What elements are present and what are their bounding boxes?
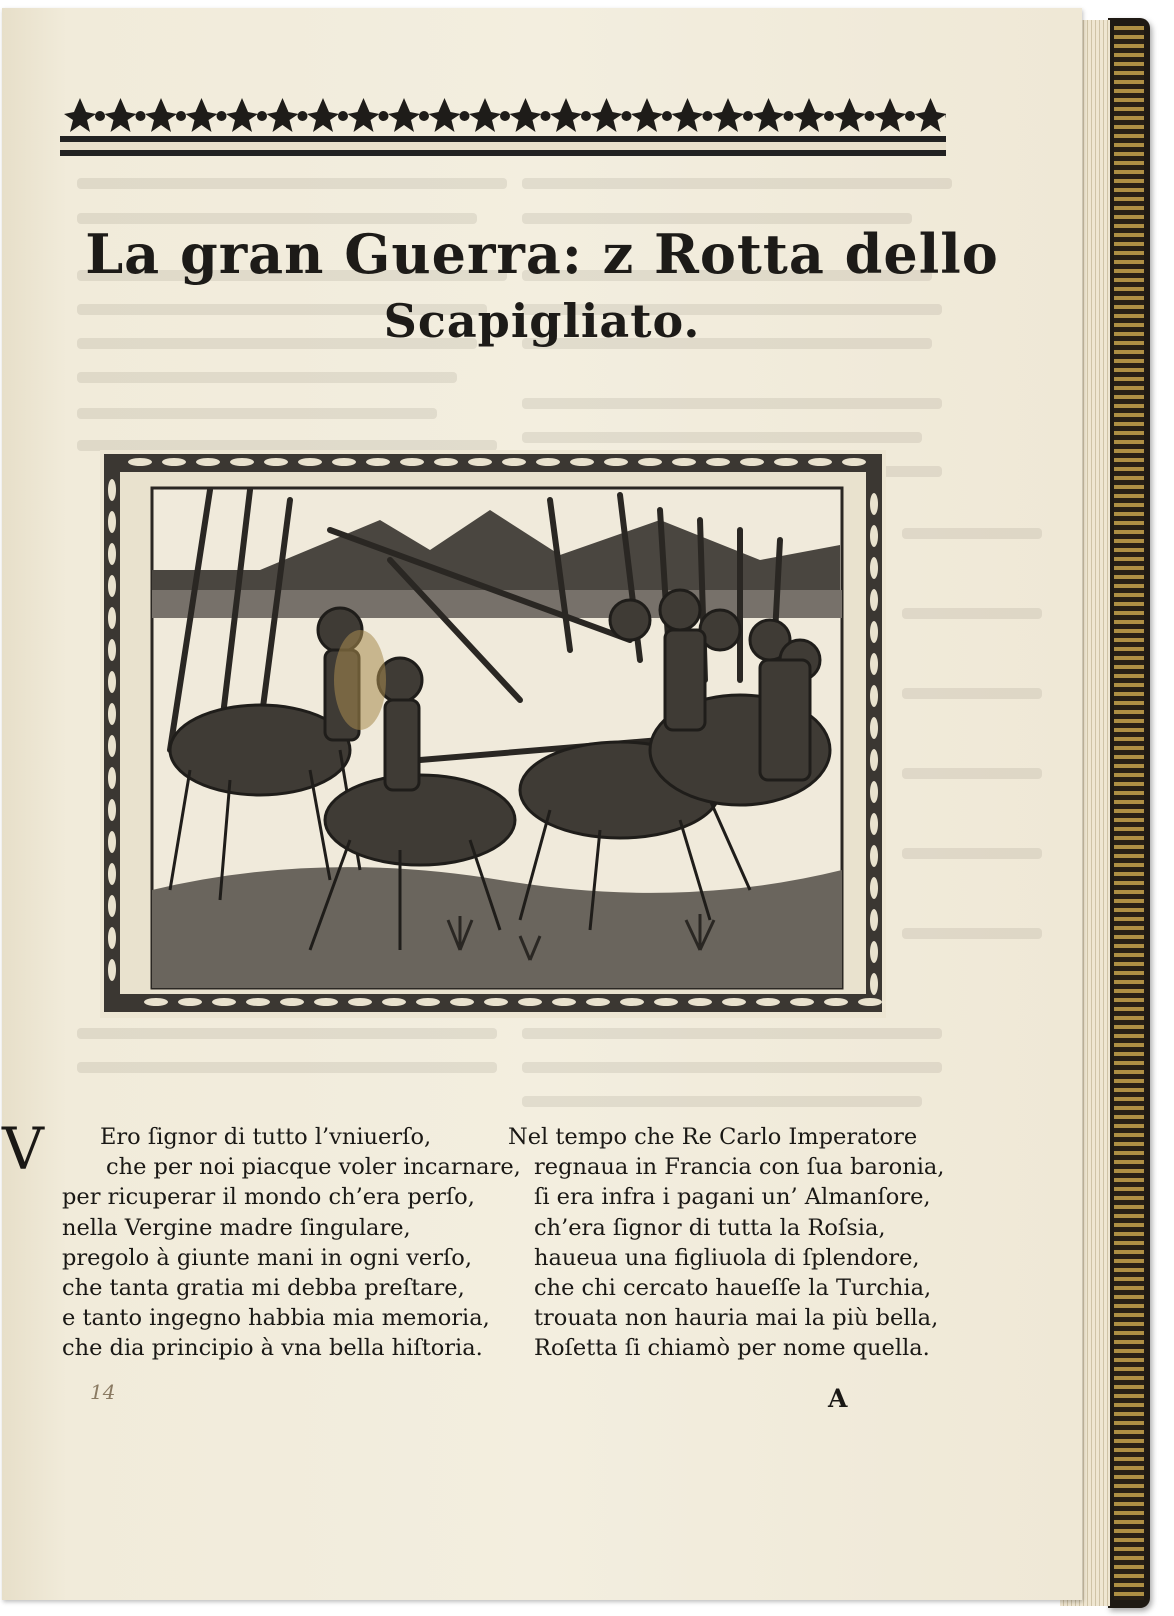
- frame-leaf: [870, 845, 878, 867]
- verse-line: che per noi piacque voler incarnare,: [106, 1154, 521, 1181]
- ornament-motif: [145, 98, 177, 132]
- verse-line: ſi era infra i pagani un’ Almanſore,: [534, 1184, 931, 1211]
- ornament-dot: [743, 111, 753, 121]
- verse-line: nella Vergine madre ſingulare,: [62, 1214, 411, 1241]
- frame-leaf: [144, 998, 168, 1006]
- header-ornament: [60, 90, 946, 168]
- show-through-line: [77, 408, 437, 419]
- verse-line: regnaua in Francia con ſua baronia,: [534, 1154, 945, 1181]
- frame-leaf: [870, 781, 878, 803]
- frame-leaf: [842, 458, 866, 466]
- ornament-dot: [298, 111, 308, 121]
- ornament-motif: [874, 98, 906, 132]
- show-through-line: [522, 398, 942, 409]
- ornament-dot: [338, 111, 348, 121]
- frame-leaf: [128, 458, 152, 466]
- frame-leaf: [870, 621, 878, 643]
- frame-leaf: [450, 998, 474, 1006]
- page: [2, 8, 1082, 1600]
- frame-leaf: [740, 458, 764, 466]
- verse-line: haueua una figliuola di ſplendore,: [534, 1244, 920, 1271]
- ornament-dot: [95, 111, 105, 121]
- drop-cap: V: [2, 1115, 44, 1183]
- verse-line: che dia principio à vna bella hiſtoria.: [62, 1335, 483, 1362]
- frame-leaf: [108, 575, 116, 597]
- ornament-dot: [622, 111, 632, 121]
- show-through-line: [522, 432, 922, 443]
- frame-leaf: [108, 639, 116, 661]
- frame-leaf: [108, 927, 116, 949]
- frame-leaf: [108, 895, 116, 917]
- frame-leaf: [518, 998, 542, 1006]
- ornament-motif: [186, 98, 218, 132]
- ornament-motif: [388, 98, 420, 132]
- frame-leaf: [366, 458, 390, 466]
- frame-leaf: [870, 973, 878, 995]
- frame-leaf: [870, 813, 878, 835]
- frame-leaf: [570, 458, 594, 466]
- ornament-motif: [510, 98, 542, 132]
- gilt-binding-edge: [1108, 18, 1150, 1608]
- frame-leaf: [536, 458, 560, 466]
- frame-leaf: [382, 998, 406, 1006]
- frame-leaf: [870, 877, 878, 899]
- ornament-dot: [662, 111, 672, 121]
- verse-line: Nel tempo che Re Carlo Imperatore: [508, 1124, 918, 1150]
- frame-leaf: [824, 998, 848, 1006]
- frame-leaf: [870, 525, 878, 547]
- frame-leaf: [108, 959, 116, 981]
- frame-leaf: [230, 458, 254, 466]
- frame-leaf: [722, 998, 746, 1006]
- show-through-line: [77, 372, 457, 383]
- ornament-dot: [419, 111, 429, 121]
- ornament-motif: [105, 98, 137, 132]
- frame-leaf: [264, 458, 288, 466]
- ornament-motif: [915, 98, 947, 132]
- frame-leaf: [586, 998, 610, 1006]
- frame-leaf: [108, 543, 116, 565]
- frame-leaf: [858, 998, 882, 1006]
- ornament-dot: [946, 111, 947, 121]
- ornament-motif: [348, 98, 380, 132]
- frame-leaf: [212, 998, 236, 1006]
- frame-leaf: [400, 458, 424, 466]
- frame-leaf: [706, 458, 730, 466]
- frame-leaf: [108, 799, 116, 821]
- show-through-line: [902, 848, 1042, 859]
- ornament-motif: [550, 98, 582, 132]
- show-through-line: [77, 1028, 497, 1039]
- ornament-motif: [307, 98, 339, 132]
- verse-line: ch’era ſignor di tutta la Roſsia,: [534, 1214, 886, 1241]
- frame-leaf: [484, 998, 508, 1006]
- frame-leaf: [870, 941, 878, 963]
- show-through-line: [522, 1062, 942, 1073]
- page-title-line-1: La gran Guerra: z Rotta dello: [85, 222, 999, 286]
- verse-line: trouata non hauria mai la più bella,: [534, 1305, 939, 1332]
- verse-line: pregolo à giunte mani in ogni verſo,: [62, 1244, 472, 1271]
- ornament-motif: [753, 98, 785, 132]
- frame-leaf: [870, 717, 878, 739]
- ornament-motif: [712, 98, 744, 132]
- show-through-line: [902, 528, 1042, 539]
- verse-line: che tanta gratia mi debba preſtare,: [62, 1275, 465, 1302]
- ornament-dot: [865, 111, 875, 121]
- verse-line: che chi cercato haueſſe la Turchia,: [534, 1275, 932, 1302]
- ornament-dot: [217, 111, 227, 121]
- frame-leaf: [332, 458, 356, 466]
- frame-leaf: [108, 511, 116, 533]
- frame-leaf: [108, 607, 116, 629]
- frame-leaf: [348, 998, 372, 1006]
- frame-leaf: [178, 998, 202, 1006]
- book: [0, 8, 1152, 1604]
- frame-leaf: [672, 458, 696, 466]
- verse-line: e tanto ingegno habbia mia memoria,: [62, 1305, 490, 1332]
- show-through-line: [902, 928, 1042, 939]
- ornament-dot: [905, 111, 915, 121]
- ornament-motif: [591, 98, 623, 132]
- stanza-left: [62, 1122, 522, 1364]
- ornament-motif: [834, 98, 866, 132]
- ornament-dot: [176, 111, 186, 121]
- verse-line: per ricuperar il mondo ch’era perſo,: [62, 1184, 475, 1211]
- show-through-line: [522, 178, 952, 189]
- frame-leaf: [434, 458, 458, 466]
- show-through-line: [77, 178, 507, 189]
- ornament-motif: [226, 98, 258, 132]
- frame-leaf: [870, 749, 878, 771]
- frame-leaf: [468, 458, 492, 466]
- frame-leaf: [108, 735, 116, 757]
- frame-leaf: [870, 653, 878, 675]
- ornament-motif: [267, 98, 299, 132]
- frame-leaf: [552, 998, 576, 1006]
- ornament-dot: [703, 111, 713, 121]
- ornament-dot: [257, 111, 267, 121]
- show-through-line: [77, 1062, 497, 1073]
- stanza-right: [508, 1122, 945, 1364]
- frame-leaf: [108, 479, 116, 501]
- ornament-motif: [672, 98, 704, 132]
- ornament-motif: [64, 98, 96, 132]
- frame-leaf: [196, 458, 220, 466]
- frame-leaf: [108, 831, 116, 853]
- woodcut-illustration: [100, 450, 886, 1018]
- ornament-motif: [469, 98, 501, 132]
- frame-leaf: [246, 998, 270, 1006]
- ornament-dot: [379, 111, 389, 121]
- ornament-motif: [631, 98, 663, 132]
- frame-leaf: [808, 458, 832, 466]
- frame-leaf: [416, 998, 440, 1006]
- ornament-dot: [136, 111, 146, 121]
- verse-line: Roſetta ſi chiamò per nome quella.: [534, 1335, 930, 1362]
- frame-leaf: [108, 671, 116, 693]
- verse-line: Ero ſignor di tutto l’vniuerſo,: [100, 1124, 432, 1150]
- show-through-line: [902, 688, 1042, 699]
- frame-leaf: [688, 998, 712, 1006]
- frame-leaf: [502, 458, 526, 466]
- frame-leaf: [870, 685, 878, 707]
- frame-leaf: [870, 909, 878, 931]
- frame-leaf: [162, 458, 186, 466]
- frame-leaf: [790, 998, 814, 1006]
- ornament-dot: [460, 111, 470, 121]
- frame-leaf: [620, 998, 644, 1006]
- frame-leaf: [108, 703, 116, 725]
- show-through-line: [522, 1096, 922, 1107]
- frame-leaf: [108, 767, 116, 789]
- show-through-line: [902, 768, 1042, 779]
- ornament-dot: [500, 111, 510, 121]
- ornament-dot: [541, 111, 551, 121]
- frame-leaf: [280, 998, 304, 1006]
- ornament-dot: [784, 111, 794, 121]
- show-through-line: [522, 1028, 942, 1039]
- frame-leaf: [654, 998, 678, 1006]
- frame-leaf: [298, 458, 322, 466]
- frame-leaf: [638, 458, 662, 466]
- frame-leaf: [108, 863, 116, 885]
- frame-leaf: [870, 589, 878, 611]
- frame-leaf: [870, 557, 878, 579]
- ornament-motif: [429, 98, 461, 132]
- page-title-line-2: Scapigliato.: [383, 294, 701, 348]
- frame-leaf: [604, 458, 628, 466]
- signature-mark: A: [828, 1384, 848, 1413]
- ornament-motif: [793, 98, 825, 132]
- frame-leaf: [314, 998, 338, 1006]
- manuscript-folio-note: 14: [90, 1380, 116, 1404]
- show-through-line: [902, 608, 1042, 619]
- frame-leaf: [774, 458, 798, 466]
- frame-leaf: [756, 998, 780, 1006]
- ornament-dot: [581, 111, 591, 121]
- frame-leaf: [870, 493, 878, 515]
- ornament-dot: [824, 111, 834, 121]
